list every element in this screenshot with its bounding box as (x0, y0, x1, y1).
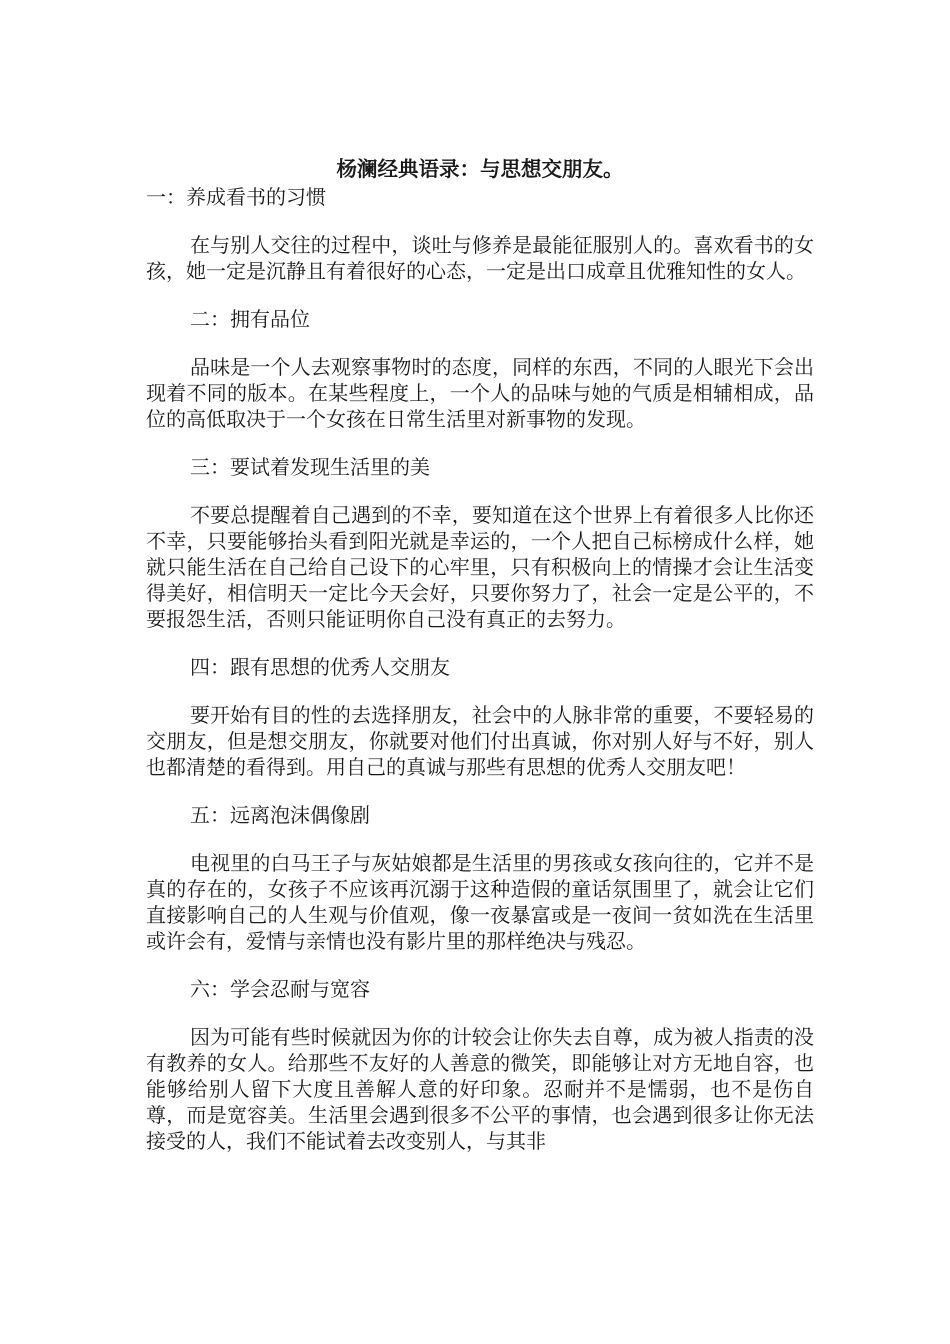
section-body-3: 不要总提醒着自己遇到的不幸，要知道在这个世界上有着很多人比你还不幸，只要能够抬头看到阳光就是幸运的，一个人把自己标榜成什么样，她就只能生活在自己给自己设下的心牢里，只有积极向上的情操才会让生活变得美好，相信明天一定比今天会好，只要你努力了，社会一定是公平的，不要报怨生活，否则只能证明你自己没有真正的去努力。 (146, 503, 814, 631)
section-body-6: 因为可能有些时候就因为你的计较会让你失去自尊，成为被人指责的没有教养的女人。给那些不友好的人善意的微笑，即能够让对方无地自容，也能够给别人留下大度且善解人意的好印象。忍耐并不是懦弱，也不是伤自尊，而是宽容美。生活里会遇到很多不公平的事情，也会遇到很多让你无法接受的人，我们不能试着去改变别人，与其非 (146, 1025, 814, 1153)
section-body-1: 在与别人交往的过程中，谈吐与修养是最能征服别人的。喜欢看书的女孩，她一定是沉静且有着很好的心态，一定是出口成章且优雅知性的女人。 (146, 233, 814, 283)
section-heading-6: 六：学会忍耐与宽容 (190, 977, 370, 1001)
section-heading-1: 一：养成看书的习惯 (146, 185, 326, 209)
section-heading-4: 四：跟有思想的优秀人交朋友 (190, 655, 450, 679)
section-heading-3: 三：要试着发现生活里的美 (190, 455, 430, 479)
section-heading-5: 五：远离泡沫偶像剧 (190, 803, 370, 827)
section-body-4: 要开始有目的性的去选择朋友，社会中的人脉非常的重要，不要轻易的交朋友，但是想交朋友，你就要对他们付出真诚，你对别人好与不好，别人也都清楚的看得到。用自己的真诚与那些有思想的优秀人交朋友吧！ (146, 703, 814, 779)
document-content (146, 156, 814, 1154)
section-body-2: 品味是一个人去观察事物时的态度，同样的东西，不同的人眼光下会出现着不同的版本。在某些程度上，一个人的品味与她的气质是相辅相成，品位的高低取决于一个女孩在日常生活里对新事物的发现。 (146, 355, 814, 431)
document-title: 杨澜经典语录：与思想交朋友。 (336, 157, 624, 181)
section-body-5: 电视里的白马王子与灰姑娘都是生活里的男孩或女孩向往的，它并不是真的存在的，女孩子不应该再沉溺于这种造假的童话氛围里了，就会让它们直接影响自己的人生观与价值观，像一夜暴富或是一夜间一贫如洗在生活里或许会有，爱情与亲情也没有影片里的那样绝决与残忍。 (146, 851, 814, 953)
section-heading-2: 二：拥有品位 (190, 307, 310, 331)
